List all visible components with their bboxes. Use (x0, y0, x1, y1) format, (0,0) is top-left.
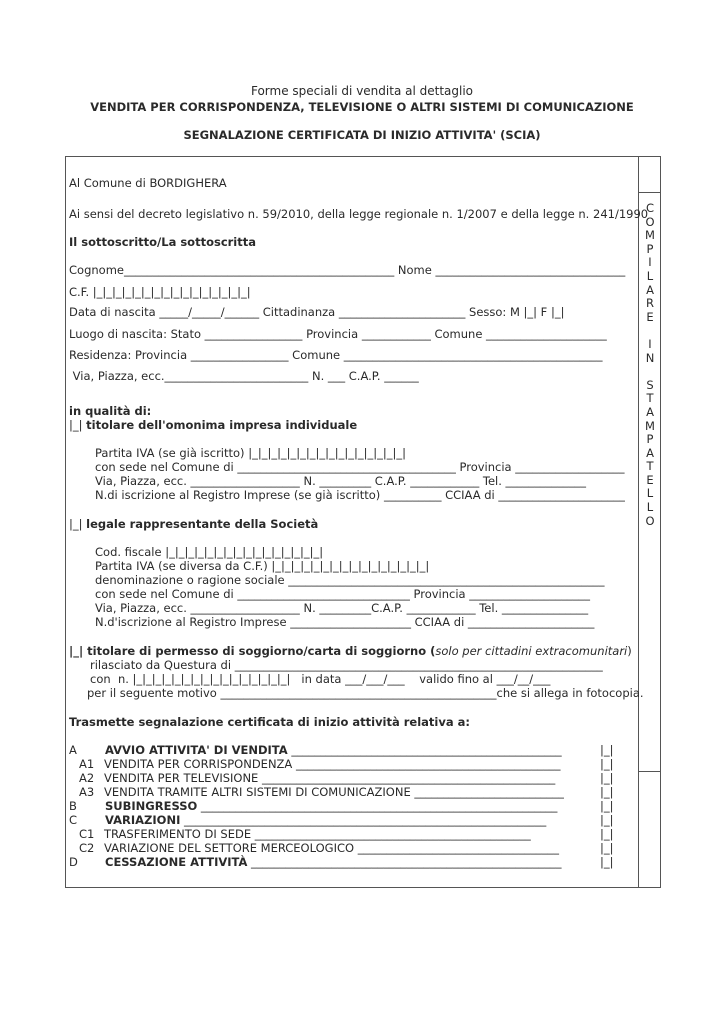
titolare-label: titolare dell'omonima impresa individuale (86, 418, 358, 432)
item-label: CESSAZIONE ATTIVITÀ (105, 855, 248, 869)
decreto-line: Ai sensi del decreto legislativo n. 59/2010, della legge regionale n. 1/2007 e della legge n. 241/1990 (69, 207, 649, 221)
item-row-a1[interactable] (104, 757, 560, 771)
item-row-a3[interactable] (104, 785, 564, 799)
legale-option[interactable] (69, 517, 318, 531)
item-fill-line: ___________________________________________________ (258, 771, 556, 785)
permesso-close: ) (627, 644, 632, 658)
luogo-field[interactable]: Luogo di nascita: Stato _________________ Provincia ____________ Comune _____________________ (69, 327, 607, 341)
permesso-option[interactable] (69, 644, 632, 658)
sidebar-vertical-text: C O M P I L A R E I N S T A M P A T E L L O (645, 201, 655, 528)
item-fill-line: ______________________________________________ (292, 757, 561, 771)
header-title: VENDITA PER CORRISPONDENZA, TELEVISIONE O ALTRI SISTEMI DI COMUNICAZIONE (90, 100, 634, 114)
header-line-1: Forme speciali di vendita al dettaglio (250, 84, 474, 98)
item-checkbox-a[interactable]: |_| (600, 743, 614, 757)
con-n-field[interactable]: con n. |_|_|_|_|_|_|_|_|_|_|_|_|_|_|_|_| in data ___/___/___ valido fino al ___/__/___ (90, 672, 551, 686)
cognome-field[interactable]: Cognome_______________________________________________ Nome _________________________________ (69, 263, 626, 277)
item-row-c2[interactable] (104, 841, 559, 855)
item-row-a2[interactable] (104, 771, 555, 785)
reg1-field[interactable]: N.di iscrizione al Registro Imprese (se già iscritto) __________ CCIAA di ______________________ (95, 488, 625, 502)
item-row-c[interactable] (105, 813, 546, 827)
item-checkbox-a2[interactable]: |_| (600, 771, 614, 785)
piva-field[interactable]: Partita IVA (se già iscritto) |_|_|_|_|_|_|_|_|_|_|_|_|_|_|_|_| (95, 446, 407, 460)
item-fill-line: _______________________________________________________________ (180, 813, 547, 827)
titolare-option[interactable] (69, 418, 357, 432)
item-code-d: D (69, 855, 78, 869)
item-fill-line: ________________________________________________ (251, 827, 531, 841)
item-row-d[interactable] (105, 855, 562, 869)
item-fill-line: ______________________________________________________ (247, 855, 562, 869)
sede1-field[interactable]: con sede nel Comune di ______________________________________ Provincia ___________________ (95, 460, 625, 474)
legale-checkbox: |_| (69, 517, 87, 531)
motivo-field[interactable]: per il seguente motivo ________________________________________________che si allega in fotocopia. (87, 686, 644, 700)
item-fill-line: ___________________________________ (354, 841, 559, 855)
residenza-field[interactable]: Residenza: Provincia _________________ Comune _____________________________________________ (69, 348, 603, 362)
via-field[interactable]: Via, Piazza, ecc._________________________ N. ___ C.A.P. ______ (69, 369, 419, 383)
codfisc-field[interactable]: Cod. fiscale |_|_|_|_|_|_|_|_|_|_|_|_|_|_|_|_| (95, 545, 324, 559)
item-row-c1[interactable] (104, 827, 531, 841)
item-label: AVVIO ATTIVITA' DI VENDITA (105, 743, 288, 757)
sidebar-compilare (638, 156, 661, 888)
permesso-label: |_| titolare di permesso di soggiorno/carta di soggiorno ( (69, 644, 436, 658)
via2-field[interactable]: Via, Piazza, ecc. ___________________ N. _________C.A.P. ____________ Tel. _______________ (95, 601, 589, 615)
rilasciato-field[interactable]: rilasciato da Questura di ________________________________________________________________ (90, 658, 603, 672)
header-scia-title: SEGNALAZIONE CERTIFICATA DI INIZIO ATTIVITA' (SCIA) (183, 128, 541, 142)
item-code-c1: C1 (79, 827, 95, 841)
titolare-checkbox: |_| (69, 418, 87, 432)
nascita-field[interactable]: Data di nascita _____/_____/______ Cittadinanza ______________________ Sesso: M |_| F |_| (69, 305, 565, 319)
sede2-field[interactable]: con sede nel Comune di ______________________________ Provincia _____________________ (95, 587, 590, 601)
item-checkbox-a3[interactable]: |_| (600, 785, 614, 799)
item-label: VARIAZIONE DEL SETTORE MERCEOLOGICO (104, 841, 355, 855)
item-fill-line: _______________________________________________ (287, 743, 562, 757)
item-code-a: A (69, 743, 77, 757)
item-checkbox-c1[interactable]: |_| (600, 827, 614, 841)
item-code-a3: A3 (79, 785, 95, 799)
item-row-b[interactable] (105, 799, 557, 813)
item-code-a1: A1 (79, 757, 95, 771)
item-label: VARIAZIONI (105, 813, 181, 827)
via1-field[interactable]: Via, Piazza, ecc. ___________________ N. _________ C.A.P. ____________ Tel. ______________ (95, 474, 587, 488)
cf-field[interactable]: C.F. |_|_|_|_|_|_|_|_|_|_|_|_|_|_|_|_| (69, 285, 251, 299)
item-checkbox-c[interactable]: |_| (600, 813, 614, 827)
item-fill-line: __________________________ (410, 785, 564, 799)
item-label: TRASFERIMENTO DI SEDE (104, 827, 252, 841)
legale-label: legale rappresentante della Società (86, 517, 319, 531)
item-code-c: C (69, 813, 78, 827)
item-checkbox-d[interactable]: |_| (600, 855, 614, 869)
permesso-note: solo per cittadini extracomunitari (435, 644, 628, 658)
qualita-heading: in qualità di: (69, 404, 152, 418)
item-label: VENDITA PER CORRISPONDENZA (104, 757, 293, 771)
item-label: SUBINGRESSO (105, 799, 198, 813)
item-row-a[interactable] (105, 743, 562, 757)
item-code-c2: C2 (79, 841, 95, 855)
item-checkbox-a1[interactable]: |_| (600, 757, 614, 771)
piva2-field[interactable]: Partita IVA (se diversa da C.F.) |_|_|_|_|_|_|_|_|_|_|_|_|_|_|_|_| (95, 559, 430, 573)
item-code-b: B (69, 799, 77, 813)
item-checkbox-c2[interactable]: |_| (600, 841, 614, 855)
trasmette-heading: Trasmette segnalazione certificata di inizio attività relativa a: (69, 715, 470, 729)
item-label: VENDITA PER TELEVISIONE (104, 771, 259, 785)
item-label: VENDITA TRAMITE ALTRI SISTEMI DI COMUNICAZIONE (104, 785, 411, 799)
denominazione-field[interactable]: denominazione o ragione sociale _______________________________________________________ (95, 573, 605, 587)
comune-line: Al Comune di BORDIGHERA (69, 176, 227, 190)
sottoscritto-line: Il sottoscritto/La sottoscritta (69, 235, 256, 249)
item-fill-line: ______________________________________________________________ (197, 799, 558, 813)
item-code-a2: A2 (79, 771, 95, 785)
item-checkbox-b[interactable]: |_| (600, 799, 614, 813)
reg2-field[interactable]: N.d'iscrizione al Registro Imprese _____________________ CCIAA di ______________________ (95, 615, 595, 629)
